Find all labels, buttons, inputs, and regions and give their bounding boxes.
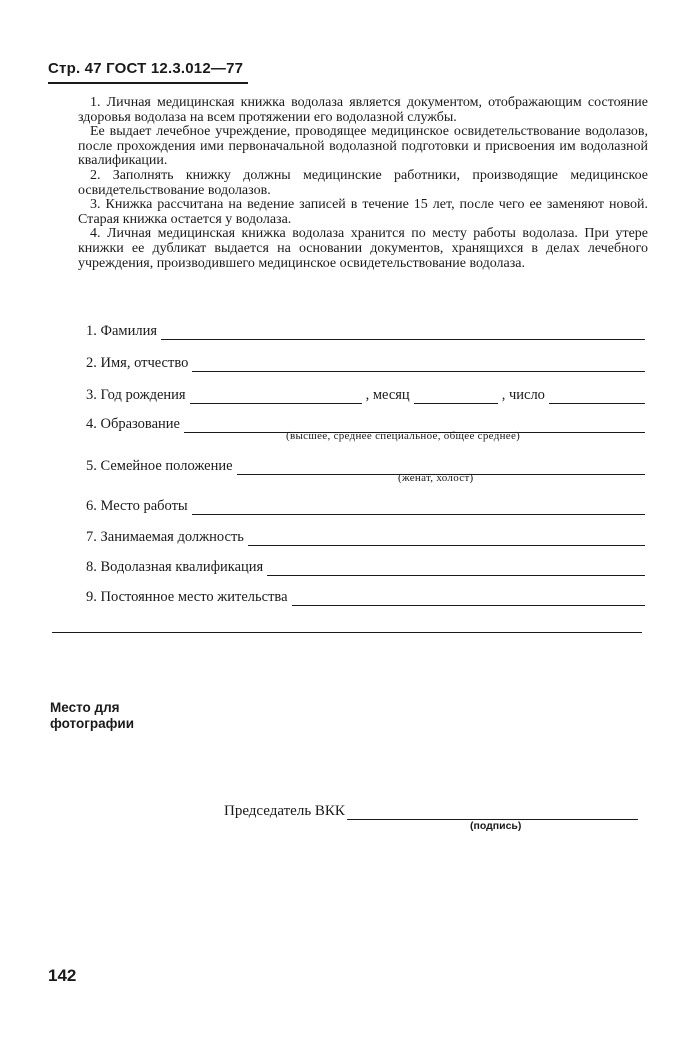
signature-hint: (подпись) — [470, 820, 522, 832]
intro-paragraph-5: 4. Личная медицинская книжка водолаза хранится по месту работы водолаза. При утере книжки ее дубликат выдается на основании документов, хранящихся в делах лечебного учреждения, производившего медицинское освидетельствование водолаза. — [78, 226, 648, 271]
field-residence-label: 9. Постоянное место жительства — [86, 589, 288, 605]
page-header: Стр. 47 ГОСТ 12.3.012—77 — [48, 60, 244, 77]
field-position — [86, 526, 645, 546]
signature-label: Председатель ВКК — [224, 803, 345, 819]
field-surname-line[interactable] — [161, 326, 645, 340]
field-birth-year-label: 3. Год рождения — [86, 387, 186, 403]
signature-field — [224, 798, 638, 820]
field-marital-status-hint: (женат, холост) — [398, 472, 474, 484]
intro-paragraph-1: 1. Личная медицинская книжка водолаза является документом, отображающим состояние здоровья водолаза на всем протяжении его водолазной службы. — [78, 95, 648, 125]
field-position-label: 7. Занимаемая должность — [86, 529, 244, 545]
field-birth-month-label: , месяц — [365, 387, 410, 403]
field-diving-qualification — [86, 556, 645, 576]
intro-paragraph-2: Ее выдает лечебное учреждение, проводящее медицинское освидетельствование водолазов, после прохождения ими первоначальной водолазной подготовки и присвоения им водолазной квалификации. — [78, 124, 648, 169]
header-rule — [48, 82, 248, 84]
field-birth-day-label: , число — [501, 387, 545, 403]
page-number: 142 — [48, 966, 77, 985]
field-surname-label: 1. Фамилия — [86, 323, 157, 339]
field-name-patronymic — [86, 352, 645, 372]
field-diving-qualification-label: 8. Водолазная квалификация — [86, 559, 264, 575]
photo-placeholder — [50, 700, 134, 732]
field-birth-month-line[interactable] — [414, 390, 498, 404]
field-surname — [86, 320, 645, 340]
field-education-hint: (высшее, среднее специальное, общее среднее) — [286, 430, 521, 442]
field-birth-year-line[interactable] — [190, 390, 362, 404]
field-position-line[interactable] — [248, 532, 645, 546]
form-bottom-rule — [52, 632, 642, 633]
field-residence — [86, 586, 645, 606]
field-education-label: 4. Образование — [86, 416, 180, 432]
field-name-patronymic-label: 2. Имя, отчество — [86, 355, 189, 371]
intro-paragraph-3: 2. Заполнять книжку должны медицинские работники, производящие медицинское освидетельствование водолазов. — [78, 167, 648, 198]
field-marital-status — [86, 455, 645, 475]
field-workplace-label: 6. Место работы — [86, 498, 188, 514]
field-name-patronymic-line[interactable] — [192, 358, 645, 372]
photo-placeholder-line-2: фотографии — [50, 716, 135, 731]
intro-text — [78, 96, 648, 271]
field-marital-status-label: 5. Семейное положение — [86, 458, 233, 474]
signature-line[interactable] — [347, 805, 638, 820]
field-birth-day-line[interactable] — [549, 390, 645, 404]
field-diving-qualification-line[interactable] — [267, 562, 645, 576]
photo-placeholder-line-1: Место для — [50, 700, 120, 715]
field-workplace — [86, 495, 645, 515]
field-workplace-line[interactable] — [192, 501, 645, 515]
field-birth — [86, 384, 645, 404]
intro-paragraph-4: 3. Книжка рассчитана на ведение записей в течение 15 лет, после чего ее заменяют новой. Старая книжка остается у водолаза. — [78, 197, 648, 227]
field-residence-line[interactable] — [292, 592, 645, 606]
